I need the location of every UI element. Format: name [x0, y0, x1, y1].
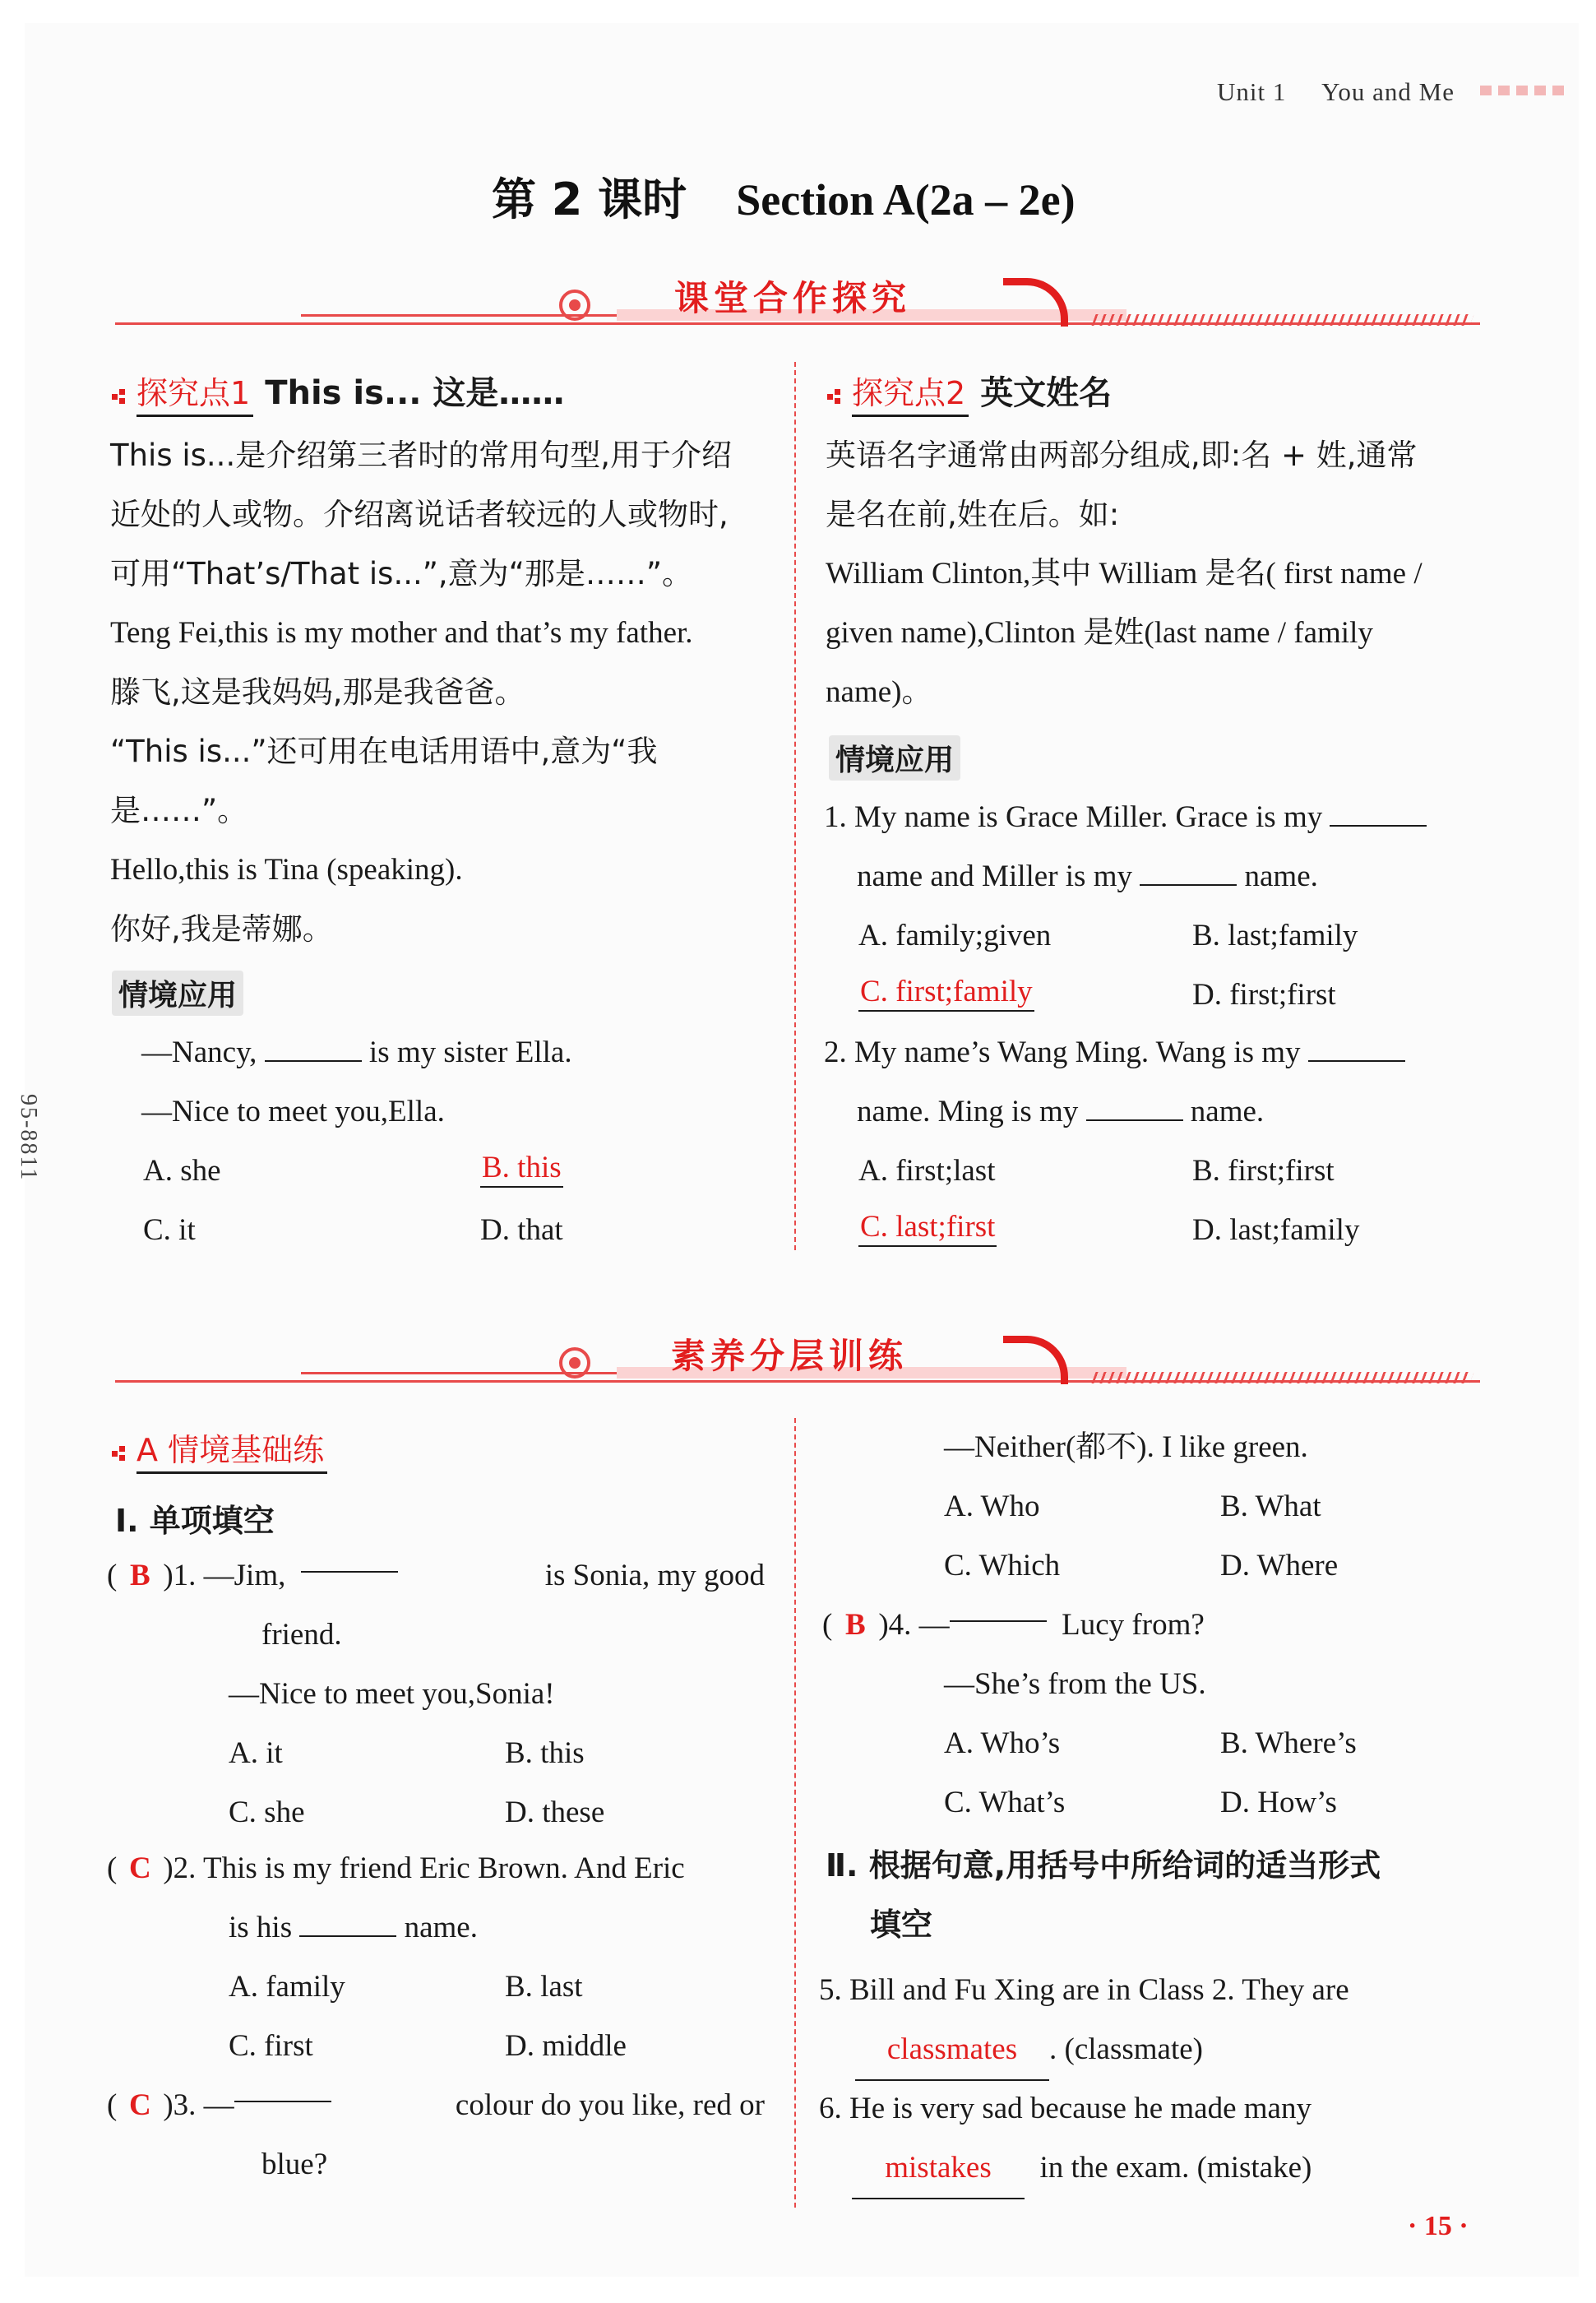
running-header	[1217, 77, 1455, 107]
point2-q2-option-c	[858, 1198, 997, 1257]
q4-option-a: A. Who’s	[944, 1726, 1061, 1760]
point2-body	[826, 426, 1483, 722]
point2-q1-option-c	[858, 962, 1034, 1022]
target-icon	[559, 1347, 590, 1379]
q3-option-a: A. Who	[944, 1490, 1040, 1523]
q2: ( C )2. This is my friend Eric Brown. And Eric is his name.	[107, 1839, 765, 1958]
q-text: 1. My name is Grace Miller. Grace is my	[824, 800, 1323, 834]
q-hint: . (classmate)	[1049, 2032, 1203, 2066]
answer-blank[interactable]	[301, 1546, 398, 1573]
banner-title: 素养分层训练	[671, 1336, 909, 1376]
swoosh-icon	[1003, 278, 1068, 327]
q2-option-b: B. last	[505, 1970, 583, 2004]
q3-answer: C	[128, 2088, 151, 2122]
q-text: —Nice to meet you,Sonia!	[229, 1677, 555, 1711]
point1-line: 是……”。	[110, 793, 248, 828]
part2-title-line: 填空	[870, 1907, 933, 1943]
point1-question	[141, 1023, 572, 1142]
point1-option-d: D. that	[480, 1213, 563, 1247]
q4-option-d: D. How’s	[1220, 1786, 1337, 1819]
page-title	[492, 164, 1076, 228]
part2-title	[826, 1836, 1483, 1954]
point1-line: This is...是介绍第三者时的常用句型,用于介绍	[110, 438, 732, 473]
q-text: Lucy from?	[1062, 1608, 1205, 1642]
point1-option-b	[480, 1138, 563, 1198]
q4-option-c: C. What’s	[944, 1786, 1066, 1819]
q2-option-a: A. family	[229, 1970, 345, 2004]
point1-option-c: C. it	[143, 1213, 196, 1247]
q3: ( C )3. — colour do you like, red or blue?	[107, 2076, 765, 2194]
point2-line: name)。	[826, 675, 932, 709]
q-text: —Nancy,	[141, 1036, 257, 1069]
q-text: name.	[1244, 860, 1318, 893]
q3-option-d: D. Where	[1220, 1549, 1339, 1582]
q1-option-c: C. she	[229, 1796, 305, 1829]
answer-blank[interactable]	[1086, 1095, 1183, 1121]
title-section: Section A(2a – 2e)	[736, 175, 1076, 225]
point2-q2-option-b: B. first;first	[1192, 1154, 1335, 1188]
answer-blank[interactable]	[1140, 860, 1237, 886]
q6-answer[interactable]: mistakes	[852, 2138, 1025, 2199]
answer-blank[interactable]	[234, 2076, 331, 2102]
header-unit: Unit 1	[1217, 77, 1287, 106]
q-text: blue?	[261, 2148, 328, 2181]
point2-tag: 探究点2	[852, 368, 969, 417]
page-number: · 15 ·	[1408, 2211, 1469, 2241]
point1-body	[110, 426, 768, 959]
q-text: name and Miller is my	[857, 860, 1132, 893]
bullet-icon	[827, 389, 842, 404]
q-hint: in the exam. (mistake)	[1039, 2151, 1312, 2185]
q-text: is my sister Ella.	[368, 1036, 572, 1069]
q-text: name.	[1190, 1095, 1265, 1128]
q5	[819, 1961, 1477, 2081]
q-text: 5. Bill and Fu Xing are in Class 2. They are	[819, 1973, 1349, 2007]
q-text: )3. —	[163, 2088, 234, 2122]
part1-title: Ⅰ. 单项填空	[115, 1503, 275, 1539]
q-text: —She’s from the US.	[944, 1667, 1206, 1701]
point2-title: 英文姓名	[980, 374, 1113, 412]
side-code: 95-8811	[16, 1094, 41, 1182]
banner-title: 课堂合作探究	[674, 278, 912, 318]
point1-line: Teng Fei,this is my mother and that’s my father.	[110, 616, 693, 650]
q5-answer[interactable]: classmates	[855, 2020, 1049, 2081]
column-divider	[794, 1418, 796, 2208]
q-text: )1. —Jim,	[163, 1559, 286, 1592]
point2-line: 英语名字通常由两部分组成,即:名 + 姓,通常	[826, 438, 1418, 473]
point1-line: 可用“That’s/That is...”,意为“那是……”。	[110, 556, 693, 591]
title-lesson: 第 2 课时	[492, 174, 687, 225]
point2-practice-label: 情境应用	[829, 735, 960, 781]
q1: ( B )1. —Jim, is Sonia, my good friend. —Nice to meet you,Sonia!	[107, 1546, 765, 1724]
point1-option-a: A. she	[143, 1154, 221, 1188]
answer-blank[interactable]	[1330, 800, 1427, 827]
bullet-icon	[112, 1446, 127, 1461]
point2-line: William Clinton,其中 William 是名( first name /	[826, 557, 1423, 591]
point2-q1-option-d: D. first;first	[1192, 978, 1336, 1012]
point2-q1-option-a: A. family;given	[858, 919, 1052, 952]
q-text: 2. My name’s Wang Ming. Wang is my	[824, 1036, 1301, 1069]
answer-blank[interactable]	[950, 1596, 1047, 1622]
q-text: 6. He is very sad because he made many	[819, 2092, 1311, 2125]
point1-line: “This is...”还可用在电话用语中,意为“我	[110, 734, 658, 769]
point2-heading	[827, 367, 1112, 417]
q6	[819, 2079, 1477, 2199]
banner-class-inquiry	[115, 271, 1480, 329]
q-text: is his	[229, 1911, 293, 1944]
q2-answer: C	[128, 1851, 151, 1885]
point2-line: given name),Clinton 是姓(last name / family	[826, 616, 1373, 650]
point1-line: Hello,this is Tina (speaking).	[110, 853, 463, 887]
q1-option-b: B. this	[505, 1736, 585, 1770]
q-text: is Sonia, my good	[544, 1559, 765, 1592]
sectionA-tag: A 情境基础练	[136, 1425, 327, 1474]
point1-tag: 探究点1	[136, 368, 253, 417]
q4-option-b: B. Where’s	[1220, 1726, 1357, 1760]
answer-blank[interactable]	[299, 1911, 396, 1937]
point1-line: 近处的人或物。介绍离说话者较远的人或物时,	[110, 497, 729, 532]
point1-line: 滕飞,这是我妈妈,那是我爸爸。	[110, 674, 525, 710]
q-text: friend.	[261, 1618, 342, 1652]
point2-q1-option-b: B. last;family	[1192, 919, 1358, 952]
header-topic: You and Me	[1321, 77, 1455, 106]
answer-blank[interactable]	[1308, 1036, 1405, 1062]
q-text: name.	[404, 1911, 478, 1944]
q3-option-c: C. Which	[944, 1549, 1061, 1582]
point2-q2	[824, 1023, 1482, 1142]
q-text: —Nice to meet you,Ella.	[141, 1095, 445, 1128]
point2-q1	[824, 788, 1482, 906]
q-text: name. Ming is my	[857, 1095, 1079, 1128]
q-text: colour do you like, red or	[455, 2088, 765, 2122]
point2-q2-option-a: A. first;last	[858, 1154, 996, 1188]
q1-option-a: A. it	[229, 1736, 283, 1770]
correct-option: C. first;family	[858, 975, 1034, 1012]
q2-option-c: C. first	[229, 2029, 313, 2063]
part2-title-line: Ⅱ. 根据句意,用括号中所给词的适当形式	[826, 1847, 1381, 1884]
point1-heading	[112, 367, 564, 417]
column-divider	[794, 362, 796, 1250]
banner-layered-training	[115, 1329, 1480, 1387]
q1-answer: B	[129, 1559, 150, 1592]
q1-option-d: D. these	[505, 1796, 605, 1829]
bullet-icon	[112, 389, 127, 404]
point2-line: 是名在前,姓在后。如:	[826, 497, 1120, 532]
q-text: )4. —	[878, 1608, 950, 1642]
q-text: )2. This is my friend Eric Brown. And Eric	[163, 1851, 685, 1885]
q4-answer: B	[844, 1608, 866, 1642]
q4: ( B )4. — Lucy from? —She’s from the US.	[822, 1596, 1480, 1714]
q3-reply: —Neither(都不). I like green.	[944, 1430, 1308, 1464]
point2-q2-option-d: D. last;family	[1192, 1213, 1360, 1247]
correct-option: C. last;first	[858, 1210, 997, 1247]
swoosh-icon	[1003, 1336, 1068, 1384]
point1-practice-label: 情境应用	[112, 971, 243, 1016]
point1-line: 你好,我是蒂娜。	[110, 911, 333, 947]
q2-option-d: D. middle	[505, 2029, 627, 2063]
correct-option: B. this	[480, 1151, 563, 1188]
point1-title: This is... 这是……	[265, 374, 565, 412]
sectionA-heading	[112, 1425, 327, 1474]
answer-blank[interactable]	[265, 1036, 362, 1062]
header-decoration	[1480, 86, 1564, 95]
target-icon	[559, 290, 590, 321]
q3-option-b: B. What	[1220, 1490, 1321, 1523]
